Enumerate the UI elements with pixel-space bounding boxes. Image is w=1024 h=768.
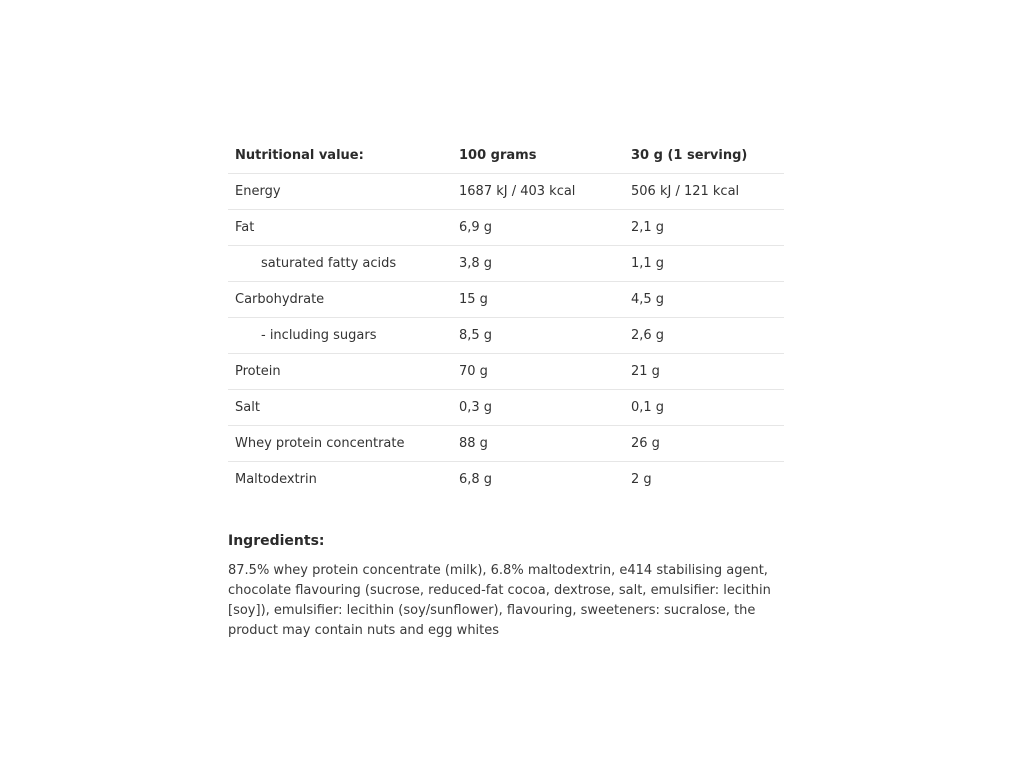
table-row	[228, 246, 784, 282]
header-per-100g: 100 grams	[452, 138, 624, 174]
value-per-100g: 8,5 g	[452, 318, 624, 354]
value-per-serving: 0,1 g	[624, 390, 784, 426]
nutrient-name: Whey protein concentrate	[228, 426, 452, 462]
value-per-100g: 0,3 g	[452, 390, 624, 426]
table-row	[228, 318, 784, 354]
table-row	[228, 174, 784, 210]
table-row	[228, 390, 784, 426]
header-per-serving: 30 g (1 serving)	[624, 138, 784, 174]
value-per-100g: 1687 kJ / 403 kcal	[452, 174, 624, 210]
value-per-serving: 21 g	[624, 354, 784, 390]
table-row	[228, 354, 784, 390]
ingredients-text: 87.5% whey protein concentrate (milk), 6.8% maltodextrin, e414 stabilising agent, chocolate flavouring (sucrose, reduced-fat cocoa, dextrose, salt, emulsifier: lecithin [soy]), emulsifier: lecithin (soy/sunflower), flavouring, sweeteners: sucralose, the product may contain nuts and egg whites	[228, 563, 771, 638]
ingredients-title: Ingredients:	[228, 533, 325, 549]
value-per-serving: 2 g	[631, 472, 652, 487]
nutrient-name: Energy	[228, 174, 452, 210]
value-per-serving: 4,5 g	[624, 282, 784, 318]
ingredients-section	[228, 533, 784, 641]
value-per-100g: 88 g	[452, 426, 624, 462]
nutrient-name: Protein	[228, 354, 452, 390]
value-per-serving: 2,6 g	[624, 318, 784, 354]
value-per-100g: 6,9 g	[452, 210, 624, 246]
value-per-serving: 1,1 g	[624, 246, 784, 282]
nutrient-name: Maltodextrin	[235, 472, 317, 487]
value-per-serving: 2,1 g	[624, 210, 784, 246]
nutrient-name: Fat	[228, 210, 452, 246]
table-header-row	[228, 138, 784, 174]
nutrient-subitem-name: saturated fatty acids	[228, 246, 452, 282]
nutrient-subitem-name: - including sugars	[228, 318, 452, 354]
table-row	[228, 282, 784, 318]
value-per-100g: 3,8 g	[452, 246, 624, 282]
table-row	[228, 426, 784, 462]
value-per-serving: 506 kJ / 121 kcal	[624, 174, 784, 210]
value-per-100g: 6,8 g	[459, 472, 493, 487]
header-nutritional-value: Nutritional value:	[228, 138, 452, 174]
nutrient-name: Salt	[228, 390, 452, 426]
value-per-serving: 26 g	[624, 426, 784, 462]
table-row	[228, 462, 784, 498]
table-row	[228, 210, 784, 246]
value-per-100g: 15 g	[452, 282, 624, 318]
value-per-100g: 70 g	[452, 354, 624, 390]
nutrient-name: Carbohydrate	[228, 282, 452, 318]
nutrition-table	[228, 138, 784, 497]
nutrition-panel	[228, 138, 784, 641]
